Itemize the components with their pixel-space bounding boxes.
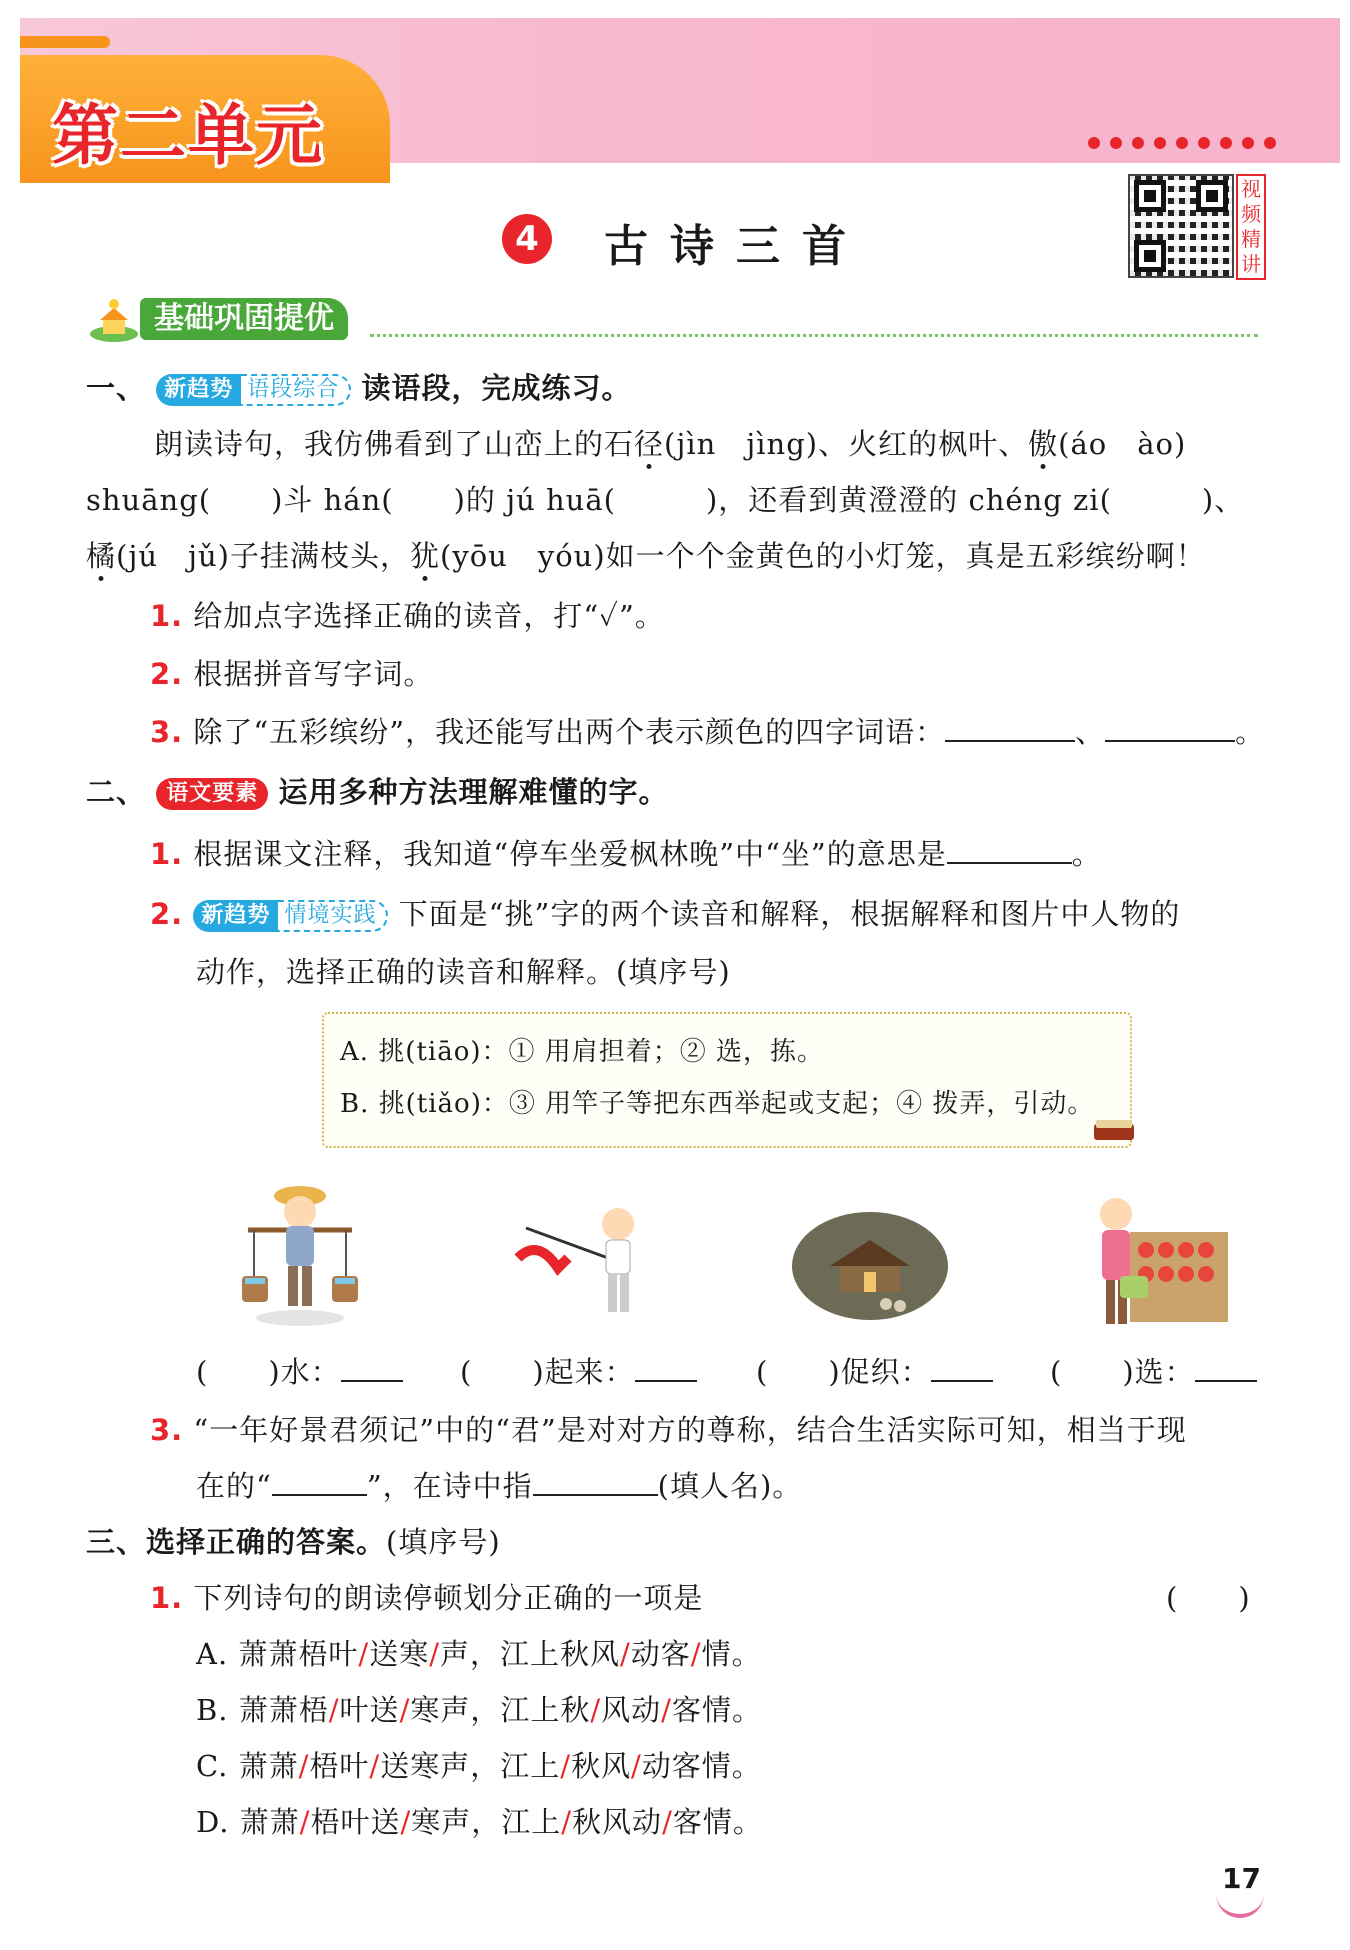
answer-blank[interactable] xyxy=(341,1352,403,1382)
video-lesson-label: 视 频 精 讲 xyxy=(1236,174,1266,280)
unit-title: 第二单元 xyxy=(52,97,324,174)
answer-blank[interactable] xyxy=(1105,712,1235,742)
answer-blank[interactable] xyxy=(635,1352,697,1382)
section-divider xyxy=(370,334,1258,337)
option-b[interactable]: B. 萧萧梧/叶送/寒声，江上秋/风动/客情。 xyxy=(196,1693,762,1727)
trend-badge: 新趋势 语段综合 xyxy=(156,374,351,406)
book-icon xyxy=(1090,1118,1138,1146)
q2-heading: 二、 语文要素 运用多种方法理解难懂的字。 xyxy=(86,775,669,809)
q1-item-2: 2. 根据拼音写字词。 xyxy=(150,657,434,691)
option-d[interactable]: D. 萧萧/梧叶送/寒声，江上/秋风动/客情。 xyxy=(196,1805,763,1839)
q1-passage-line2: shuāng( )斗 hán( )的 jú huā( )，还看到黄澄澄的 chéng zi( )、 xyxy=(86,483,1245,517)
q1-passage-line1: 朗读诗句，我仿佛看到了山峦上的石径(jìn jìng)、火红的枫叶、傲(áo ào) xyxy=(154,427,1187,461)
carrying-water-picture xyxy=(240,1178,360,1328)
lesson-number: 4 xyxy=(502,214,552,264)
chinese-element-badge: 语文要素 xyxy=(156,778,268,810)
q2-item-3-cont: 在的“ ”，在诗中指 (填人名)。 xyxy=(196,1466,802,1506)
answer-cricket: ( )促织： xyxy=(756,1352,993,1392)
answer-blank[interactable] xyxy=(947,834,1072,864)
answer-blank[interactable] xyxy=(1195,1352,1257,1382)
q1-item-1: 1. 给加点字选择正确的读音，打“✓”。 xyxy=(150,599,665,633)
choosing-fruit-picture xyxy=(1080,1192,1230,1332)
q2-item-2-cont: 动作，选择正确的读音和解释。(填序号) xyxy=(196,955,731,989)
answer-blank[interactable] xyxy=(272,1466,367,1496)
q1-passage-line3: 橘(jú jǔ)子挂满枝头，犹(yōu yóu)如一个个金黄色的小灯笼，真是五彩缤纷啊！ xyxy=(86,539,1206,573)
q2-item-3: 3. “一年好景君须记”中的“君”是对对方的尊称，结合生活实际可知，相当于现 xyxy=(150,1413,1187,1447)
lifting-flag-picture xyxy=(508,1198,658,1318)
section-label: 基础巩固提优 xyxy=(140,298,348,340)
lesson-title: 古诗三首 xyxy=(604,221,868,272)
answer-water: ( )水： xyxy=(196,1352,403,1392)
house-icon xyxy=(88,296,140,344)
definition-a: A. 挑(tiāo)：① 用肩担着；② 选，拣。 xyxy=(340,1037,825,1067)
decorative-dots xyxy=(1088,134,1286,153)
q2-item-1: 1. 根据课文注释，我知道“停车坐爱枫林晚”中“坐”的意思是 。 xyxy=(150,834,1102,874)
q1-item-3: 3. 除了“五彩缤纷”，我还能写出两个表示颜色的四字词语： 、 。 xyxy=(150,712,1265,752)
option-a[interactable]: A. 萧萧梧叶/送寒/声，江上秋风/动客/情。 xyxy=(196,1637,762,1671)
answer-blank[interactable] xyxy=(931,1352,993,1382)
answer-lift: ( )起来： xyxy=(460,1352,697,1392)
answer-blank[interactable] xyxy=(945,712,1075,742)
q3-item-1: 1. 下列诗句的朗读停顿划分正确的一项是 xyxy=(150,1581,704,1615)
answer-paren[interactable]: ( ) xyxy=(1166,1581,1251,1615)
cricket-house-picture xyxy=(790,1210,950,1322)
header-strip xyxy=(20,36,110,48)
q3-heading: 三、选择正确的答案。(填序号) xyxy=(86,1525,501,1559)
answer-blank[interactable] xyxy=(533,1466,658,1496)
option-c[interactable]: C. 萧萧/梧叶/送寒声，江上/秋风/动客情。 xyxy=(196,1749,762,1783)
q2-item-2: 2. 新趋势 情境实践 下面是“挑”字的两个读音和解释，根据解释和图片中人物的 xyxy=(150,897,1181,931)
definition-b: B. 挑(tiǎo)：③ 用竿子等把东西举起或支起；④ 拨弄，引动。 xyxy=(340,1089,1095,1119)
answer-choose: ( )选： xyxy=(1050,1352,1257,1392)
trend-badge: 新趋势 情境实践 xyxy=(193,900,388,932)
q1-heading: 一、 新趋势 语段综合 读语段，完成练习。 xyxy=(86,371,632,405)
page-number: 17 xyxy=(1222,1862,1261,1895)
qr-code-icon[interactable] xyxy=(1128,174,1234,278)
